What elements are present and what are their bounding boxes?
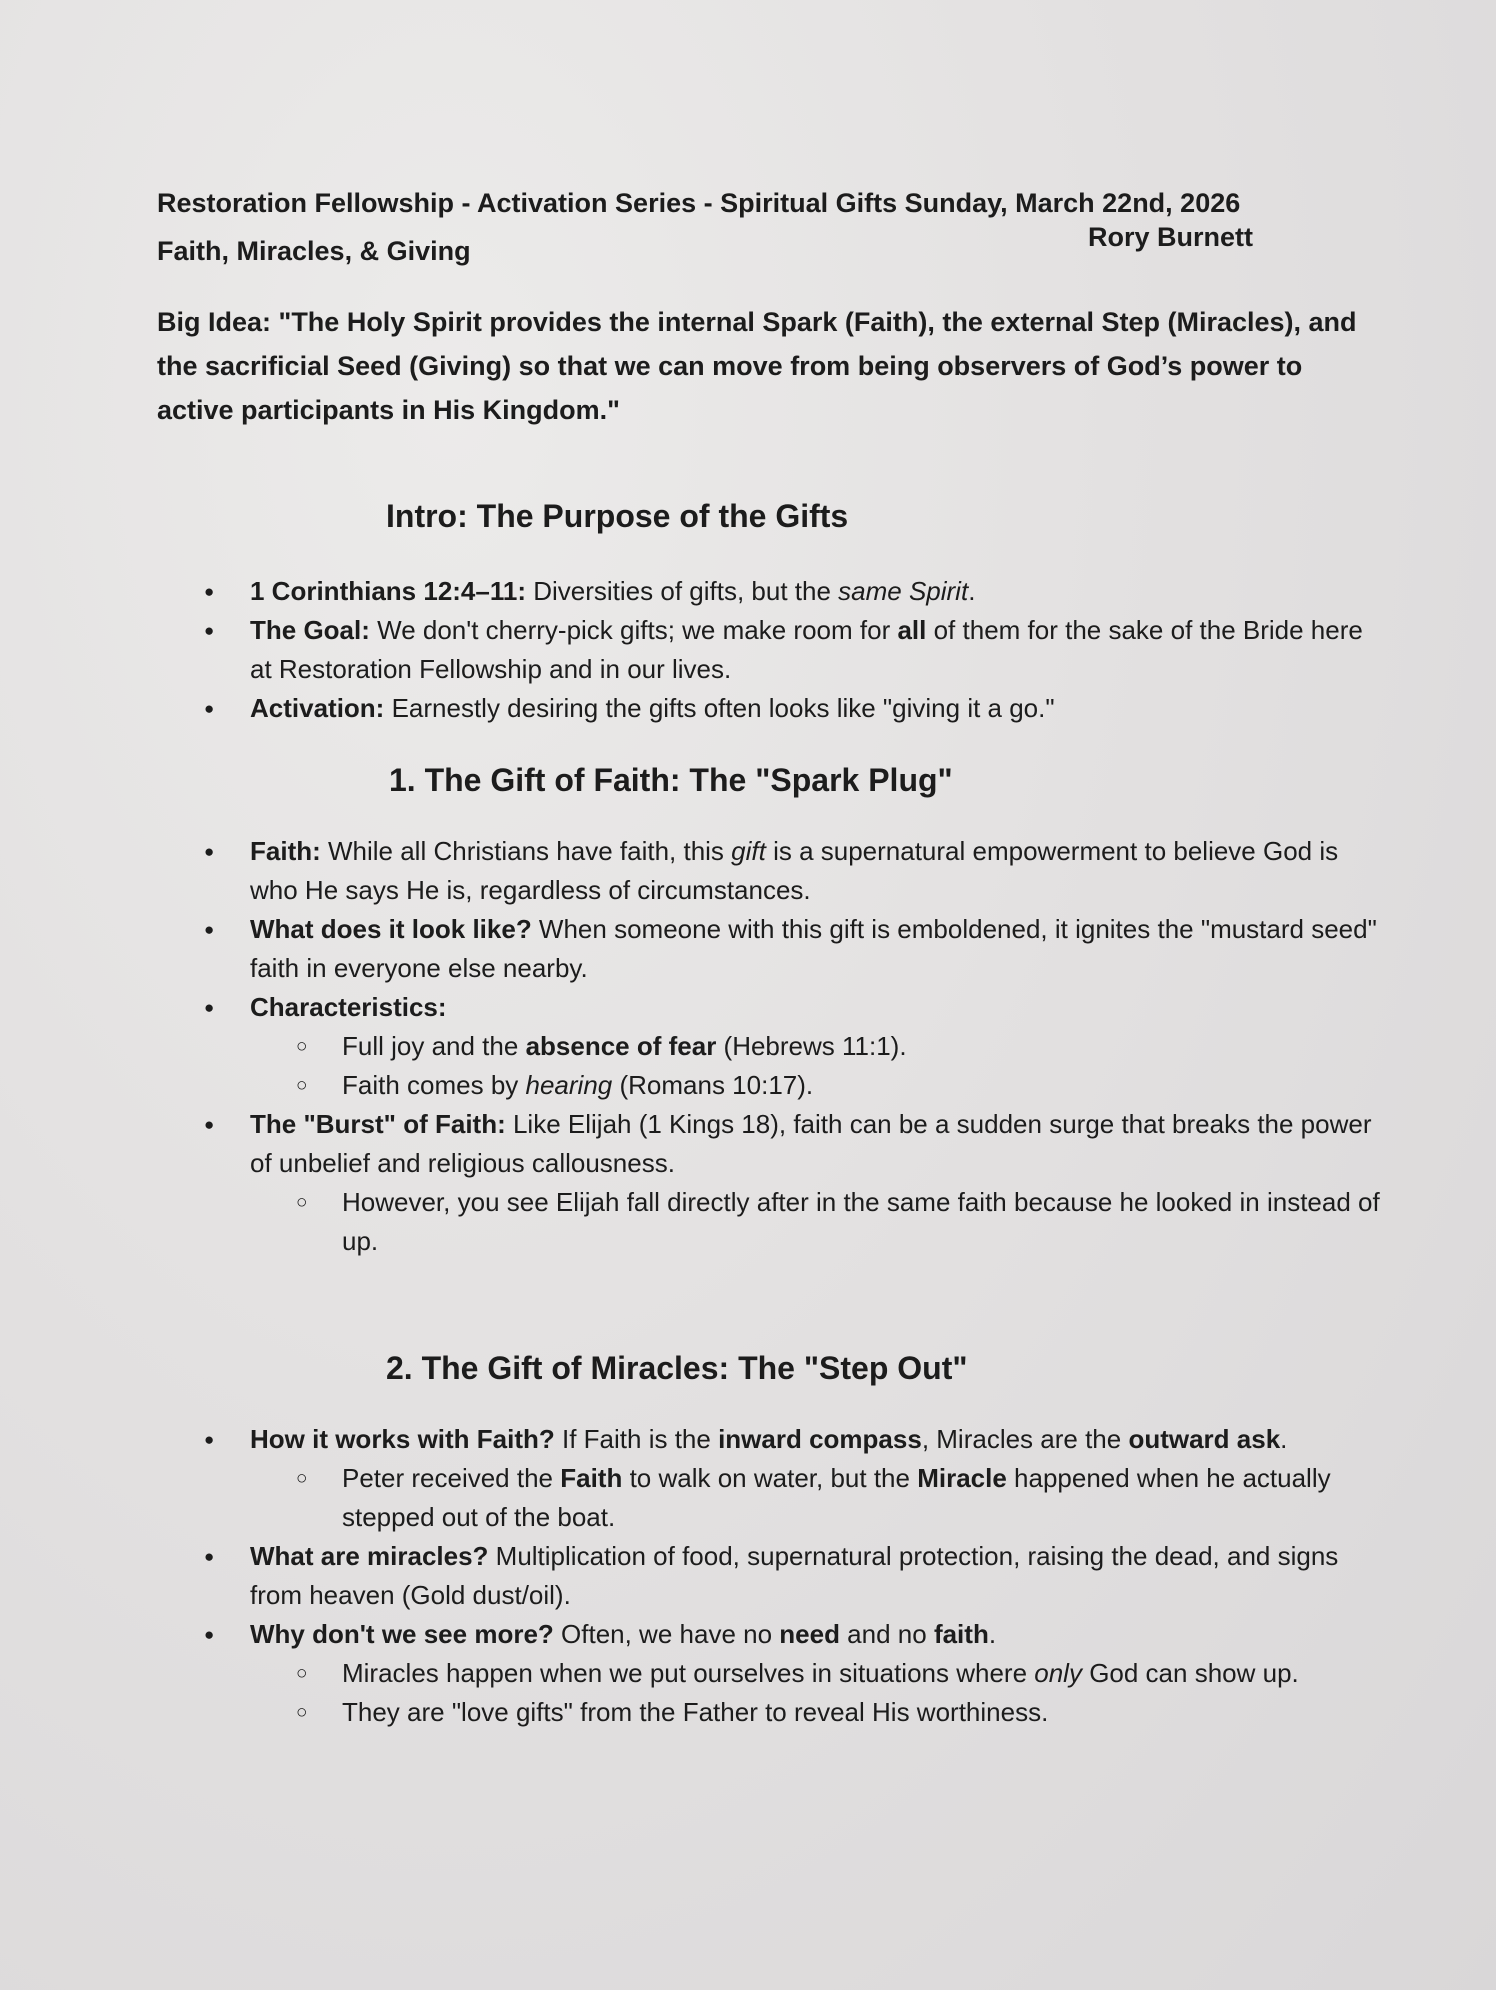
sub-list bbox=[250, 1654, 1390, 1732]
big-idea: Big Idea: "The Holy Spirit provides the internal Spark (Faith), the external Step (Miracles), and the sacrificial Seed (Giving) so that we can move from being observers of God’s power to active participants in His Kingdom." bbox=[157, 307, 1357, 425]
sub-list-item: ○ They are "love gifts" from the Father to reveal His worthiness. bbox=[342, 1693, 1390, 1732]
sub-list bbox=[250, 1027, 1390, 1105]
list-item: ● 1 Corinthians 12:4–11: Diversities of gifts, but the same Spirit. bbox=[250, 572, 1390, 611]
list-item: ● The "Burst" of Faith: Like Elijah (1 Kings 18), faith can be a sudden surge that breaks the power of unbelief and religious callousness. ○ However, you see Elijah fall directly after in the same faith because he looked in instead of up. bbox=[250, 1105, 1390, 1261]
list-item: ● What are miracles? Multiplication of food, supernatural protection, raising the dead, and signs from heaven (Gold dust/oil). bbox=[250, 1537, 1390, 1615]
list-item: ● How it works with Faith? If Faith is the inward compass, Miracles are the outward ask. ○ Peter received the Faith to walk on water, but the Miracle happened when he actually stepped out of the boat. bbox=[250, 1420, 1390, 1537]
list-item: ● Activation: Earnestly desiring the gifts often looks like "giving it a go." bbox=[250, 689, 1390, 728]
sub-list-item: ○ However, you see Elijah fall directly after in the same faith because he looked in instead of up. bbox=[342, 1183, 1390, 1261]
header-author: Rory Burnett bbox=[1088, 222, 1254, 252]
faith-list bbox=[250, 832, 1390, 1261]
intro-list bbox=[250, 572, 1390, 728]
miracles-heading: 2. The Gift of Miracles: The "Step Out" bbox=[386, 1350, 968, 1386]
intro-heading: Intro: The Purpose of the Gifts bbox=[386, 498, 849, 534]
sub-list bbox=[250, 1459, 1390, 1537]
sub-list-item: ○ Full joy and the absence of fear (Hebrews 11:1). bbox=[342, 1027, 1390, 1066]
header-title: Restoration Fellowship - Activation Series - Spiritual Gifts Sunday, March 22nd, 2026 bbox=[157, 188, 1241, 218]
miracles-list bbox=[250, 1420, 1390, 1732]
list-item: ● What does it look like? When someone with this gift is emboldened, it ignites the "mustard seed" faith in everyone else nearby. bbox=[250, 910, 1390, 988]
sub-list-item: ○ Faith comes by hearing (Romans 10:17). bbox=[342, 1066, 1390, 1105]
sub-list-item: ○ Peter received the Faith to walk on water, but the Miracle happened when he actually stepped out of the boat. bbox=[342, 1459, 1390, 1537]
list-item: ● Why don't we see more? Often, we have no need and no faith. ○ Miracles happen when we put ourselves in situations where only God can show up. ○ They are "love gifts" from the Father to reveal His worthiness. bbox=[250, 1615, 1390, 1732]
list-item: ● Faith: While all Christians have faith, this gift is a supernatural empowerment to believe God is who He says He is, regardless of circumstances. bbox=[250, 832, 1390, 910]
list-item: ● Characteristics: ○ Full joy and the absence of fear (Hebrews 11:1). ○ Faith comes by hearing (Romans 10:17). bbox=[250, 988, 1390, 1105]
faith-heading: 1. The Gift of Faith: The "Spark Plug" bbox=[389, 762, 953, 798]
header-subtitle: Faith, Miracles, & Giving bbox=[157, 236, 471, 266]
list-item: ● The Goal: We don't cherry-pick gifts; we make room for all of them for the sake of the Bride here at Restoration Fellowship and in our lives. bbox=[250, 611, 1390, 689]
sub-list bbox=[250, 1183, 1390, 1261]
sub-list-item: ○ Miracles happen when we put ourselves in situations where only God can show up. bbox=[342, 1654, 1390, 1693]
